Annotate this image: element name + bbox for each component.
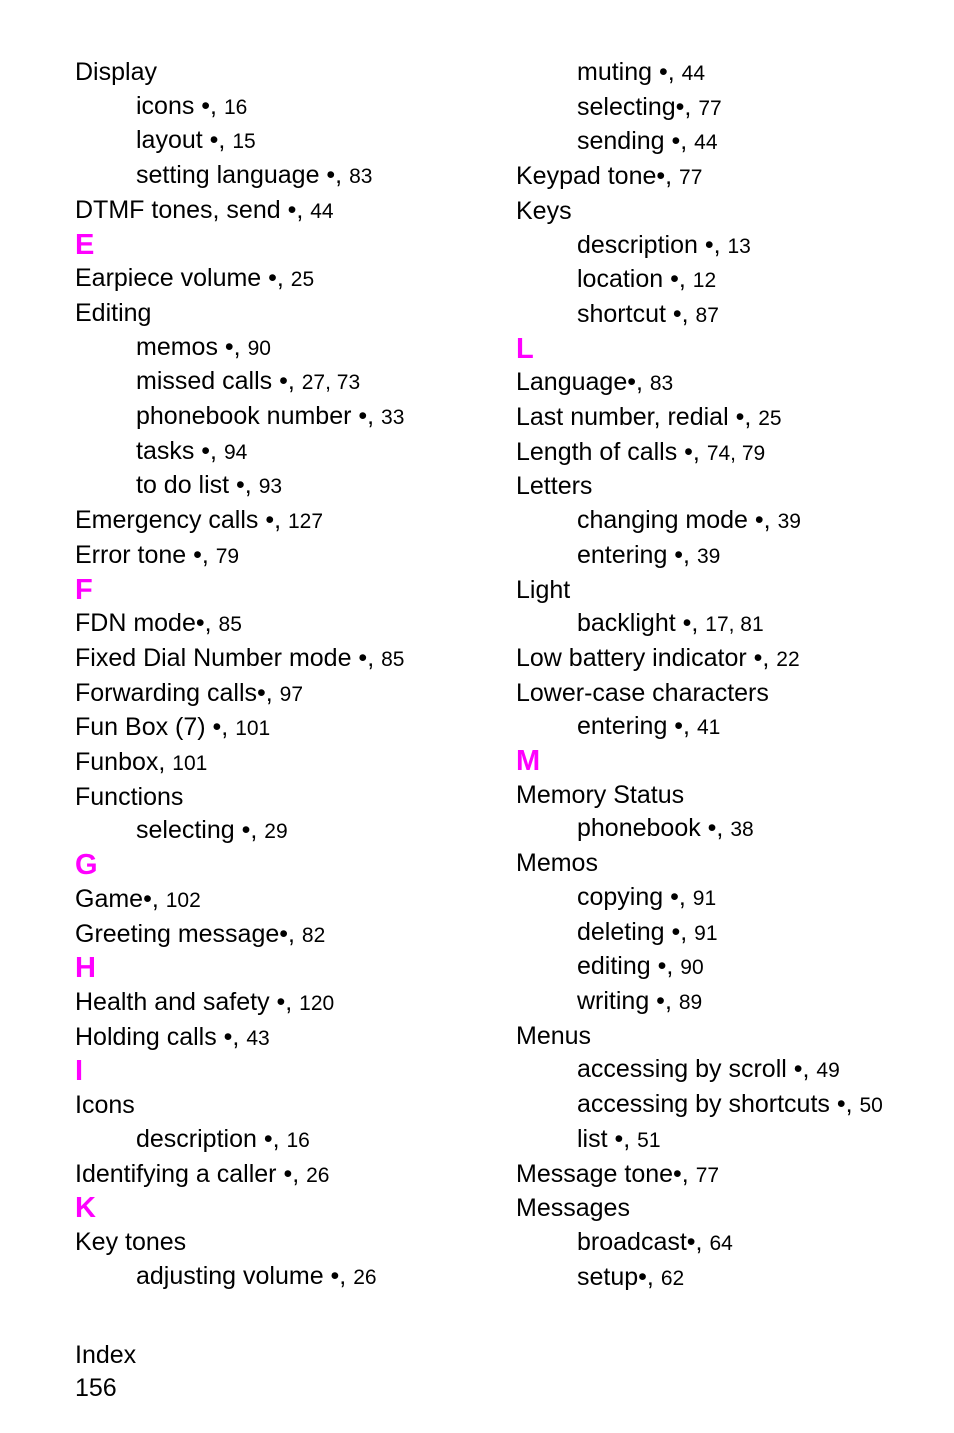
index-term: Keys bbox=[516, 196, 572, 225]
index-term: Key tones bbox=[75, 1227, 187, 1256]
index-entry bbox=[75, 56, 495, 90]
index-page-refs: 22 bbox=[776, 647, 800, 671]
index-entry bbox=[516, 195, 946, 229]
index-term: missed calls •, bbox=[136, 367, 302, 396]
index-term: FDN mode•, bbox=[75, 609, 219, 638]
index-page-refs: 29 bbox=[264, 820, 288, 844]
index-subentry bbox=[516, 881, 946, 916]
index-subentry bbox=[516, 812, 946, 847]
footer-page-number: 156 bbox=[75, 1374, 117, 1402]
index-entry bbox=[75, 607, 495, 642]
index-term: broadcast•, bbox=[577, 1227, 710, 1256]
index-page-refs: 82 bbox=[301, 923, 326, 947]
index-page-refs: 77 bbox=[695, 1163, 720, 1187]
index-entry bbox=[75, 504, 495, 539]
index-term: Lower-case characters bbox=[516, 678, 769, 707]
index-page-refs: 101 bbox=[235, 717, 271, 741]
index-subentry bbox=[516, 229, 946, 264]
index-term: muting •, bbox=[577, 58, 682, 86]
index-entry bbox=[75, 1021, 495, 1056]
index-term: entering •, bbox=[577, 712, 697, 741]
index-entry bbox=[75, 918, 495, 953]
page-footer bbox=[75, 1339, 136, 1405]
index-subentry bbox=[516, 263, 946, 298]
index-page-refs: 77 bbox=[698, 96, 722, 120]
index-page-refs: 39 bbox=[696, 544, 721, 568]
index-page-refs: 74, 79 bbox=[706, 441, 766, 465]
index-subentry bbox=[516, 607, 946, 642]
index-term: description •, bbox=[136, 1124, 287, 1153]
index-term: layout •, bbox=[136, 126, 233, 155]
index-term: Holding calls •, bbox=[75, 1022, 247, 1051]
index-page-refs: 51 bbox=[637, 1128, 661, 1152]
index-page-refs: 83 bbox=[649, 372, 674, 396]
index-term: Memory Status bbox=[516, 780, 685, 809]
index-page-refs: 93 bbox=[258, 475, 283, 499]
index-entry bbox=[516, 1192, 946, 1226]
index-letter-heading: F bbox=[75, 573, 93, 606]
index-page-refs: 41 bbox=[696, 716, 721, 740]
index-entry bbox=[75, 746, 495, 781]
index-term: selecting•, bbox=[577, 92, 699, 121]
index-letter-heading: M bbox=[516, 745, 541, 778]
index-term: entering •, bbox=[577, 540, 697, 569]
index-term: Editing bbox=[75, 298, 152, 327]
index-term: Forwarding calls•, bbox=[75, 678, 280, 707]
footer-section-title: Index bbox=[75, 1341, 137, 1369]
index-term: Light bbox=[516, 575, 571, 604]
index-entry bbox=[516, 436, 946, 471]
index-term: phonebook •, bbox=[577, 814, 731, 843]
index-page-refs: 127 bbox=[288, 510, 324, 534]
index-entry bbox=[75, 781, 495, 815]
index-page-refs: 101 bbox=[172, 752, 208, 776]
index-page-refs: 85 bbox=[381, 647, 405, 671]
index-page-refs: 44 bbox=[681, 62, 705, 85]
index-letter-heading: H bbox=[75, 952, 96, 985]
index-subentry bbox=[516, 56, 946, 91]
index-page-refs: 39 bbox=[777, 510, 801, 534]
index-page-refs: 91 bbox=[694, 921, 718, 945]
index-subentry bbox=[516, 1053, 946, 1088]
index-page-refs: 97 bbox=[279, 682, 304, 706]
index-entry bbox=[516, 160, 946, 195]
index-letter-heading: L bbox=[516, 332, 534, 365]
index-page-refs: 15 bbox=[232, 130, 256, 154]
index-column-left bbox=[75, 56, 495, 1294]
index-term: setting language •, bbox=[136, 161, 350, 190]
index-term: Low battery indicator •, bbox=[516, 643, 777, 672]
index-entry bbox=[75, 262, 495, 297]
index-page-refs: 27, 73 bbox=[301, 371, 361, 395]
index-term: setup•, bbox=[577, 1262, 661, 1291]
index-term: Health and safety •, bbox=[75, 987, 300, 1016]
index-page-refs: 25 bbox=[758, 407, 782, 431]
index-subentry bbox=[516, 1261, 946, 1296]
index-subentry bbox=[516, 1088, 946, 1123]
index-page-refs: 87 bbox=[695, 303, 719, 327]
index-entry bbox=[516, 574, 946, 608]
index-subentry bbox=[516, 298, 946, 333]
index-term: Error tone •, bbox=[75, 540, 216, 569]
index-entry bbox=[516, 779, 946, 813]
index-page-refs: 12 bbox=[692, 269, 717, 293]
index-entry bbox=[516, 677, 946, 711]
index-subentry bbox=[75, 159, 495, 194]
index-subentry bbox=[516, 125, 946, 160]
index-term: Letters bbox=[516, 472, 593, 501]
index-subentry bbox=[516, 985, 946, 1020]
index-page-refs: 44 bbox=[310, 199, 334, 223]
index-term: icons •, bbox=[136, 91, 224, 120]
index-page-refs: 90 bbox=[680, 956, 704, 980]
index-entry bbox=[75, 883, 495, 918]
index-entry bbox=[75, 297, 495, 331]
index-page-refs: 44 bbox=[694, 131, 718, 155]
index-page-refs: 102 bbox=[165, 888, 201, 912]
index-term: shortcut •, bbox=[577, 299, 696, 328]
index-page-refs: 26 bbox=[353, 1265, 377, 1289]
index-subentry bbox=[516, 710, 946, 745]
index-entry bbox=[75, 1089, 495, 1123]
index-term: Length of calls •, bbox=[516, 437, 707, 466]
index-entry bbox=[75, 194, 495, 229]
index-letter-heading: G bbox=[75, 849, 98, 882]
index-subentry bbox=[75, 365, 495, 400]
index-term: deleting •, bbox=[577, 917, 695, 946]
index-page-refs: 85 bbox=[218, 613, 242, 637]
index-page-refs: 91 bbox=[692, 886, 717, 910]
index-term: Game•, bbox=[75, 884, 166, 913]
index-term: sending •, bbox=[577, 127, 695, 156]
index-entry bbox=[516, 642, 946, 677]
index-term: Emergency calls •, bbox=[75, 506, 288, 535]
index-subentry bbox=[75, 90, 495, 125]
index-entry bbox=[516, 1020, 946, 1054]
index-entry bbox=[75, 677, 495, 712]
index-term: Last number, redial •, bbox=[516, 403, 759, 432]
index-page-refs: 16 bbox=[223, 95, 248, 119]
index-term: changing mode •, bbox=[577, 506, 778, 535]
index-subentry bbox=[516, 539, 946, 574]
index-subentry bbox=[75, 814, 495, 849]
index-subentry bbox=[516, 1123, 946, 1158]
index-page-refs: 16 bbox=[286, 1128, 310, 1152]
index-term: writing •, bbox=[577, 986, 679, 1015]
index-page-refs: 79 bbox=[215, 544, 240, 568]
index-entry bbox=[75, 1158, 495, 1193]
index-letter-heading: I bbox=[75, 1055, 84, 1088]
index-page-refs: 64 bbox=[709, 1231, 733, 1255]
index-page-refs: 17, 81 bbox=[705, 613, 764, 637]
index-page-refs: 83 bbox=[349, 165, 373, 189]
index-page-refs: 50 bbox=[859, 1094, 883, 1118]
index-page-refs: 49 bbox=[816, 1059, 840, 1083]
index-entry bbox=[516, 1158, 946, 1193]
index-page-refs: 38 bbox=[730, 818, 754, 842]
index-term: list •, bbox=[577, 1124, 638, 1153]
index-subentry bbox=[75, 331, 495, 366]
index-term: location •, bbox=[577, 265, 693, 294]
index-term: Icons bbox=[75, 1091, 135, 1120]
index-term: adjusting volume •, bbox=[136, 1261, 354, 1290]
index-term: accessing by shortcuts •, bbox=[577, 1090, 860, 1119]
index-term: Greeting message•, bbox=[75, 919, 302, 948]
index-subentry bbox=[75, 435, 495, 470]
index-term: editing •, bbox=[577, 952, 681, 981]
index-subentry bbox=[75, 1123, 495, 1158]
index-entry bbox=[75, 642, 495, 677]
index-term: backlight •, bbox=[577, 609, 706, 638]
index-term: Memos bbox=[516, 849, 598, 878]
index-term: accessing by scroll •, bbox=[577, 1055, 817, 1084]
index-entry bbox=[516, 847, 946, 881]
index-term: phonebook number •, bbox=[136, 402, 382, 431]
index-entry bbox=[75, 539, 495, 574]
index-entry bbox=[75, 986, 495, 1021]
index-subentry bbox=[75, 400, 495, 435]
index-entry bbox=[516, 401, 946, 436]
index-subentry bbox=[516, 1226, 946, 1261]
index-subentry bbox=[516, 91, 946, 126]
index-page-refs: 25 bbox=[290, 268, 315, 292]
index-subentry bbox=[75, 469, 495, 504]
index-subentry bbox=[516, 950, 946, 985]
index-entry bbox=[516, 470, 946, 504]
index-subentry bbox=[516, 916, 946, 951]
index-page-refs: 43 bbox=[246, 1026, 270, 1050]
index-term: memos •, bbox=[136, 332, 248, 361]
index-entry bbox=[516, 366, 946, 401]
index-letter-heading: E bbox=[75, 228, 95, 261]
index-term: Earpiece volume •, bbox=[75, 264, 291, 293]
index-term: Messages bbox=[516, 1194, 630, 1223]
index-term: Menus bbox=[516, 1021, 592, 1050]
index-term: tasks •, bbox=[136, 436, 224, 465]
index-term: Display bbox=[75, 58, 157, 86]
index-page-refs: 94 bbox=[223, 440, 248, 464]
index-subentry bbox=[75, 1260, 495, 1295]
index-term: to do list •, bbox=[136, 471, 259, 500]
index-term: copying •, bbox=[577, 882, 693, 911]
index-term: Fun Box (7) •, bbox=[75, 713, 236, 742]
index-page-refs: 33 bbox=[381, 406, 405, 430]
index-subentry bbox=[75, 124, 495, 159]
index-page-refs: 26 bbox=[306, 1163, 330, 1187]
index-entry bbox=[75, 1226, 495, 1260]
index-term: Funbox, bbox=[75, 748, 173, 777]
index-subentry bbox=[516, 504, 946, 539]
index-page-refs: 13 bbox=[727, 234, 751, 258]
index-term: Identifying a caller •, bbox=[75, 1159, 307, 1188]
index-page-refs: 77 bbox=[679, 166, 703, 190]
index-term: description •, bbox=[577, 230, 728, 259]
index-term: Functions bbox=[75, 782, 184, 811]
index-term: Keypad tone•, bbox=[516, 162, 680, 191]
index-page-refs: 90 bbox=[247, 336, 271, 360]
index-page-refs: 62 bbox=[660, 1266, 685, 1290]
index-term: selecting •, bbox=[136, 816, 265, 845]
index-entry bbox=[75, 711, 495, 746]
index-term: Message tone•, bbox=[516, 1159, 696, 1188]
index-term: Fixed Dial Number mode •, bbox=[75, 643, 382, 672]
index-term: Language•, bbox=[516, 368, 650, 397]
index-term: DTMF tones, send •, bbox=[75, 195, 311, 224]
index-column-right bbox=[516, 56, 946, 1295]
index-letter-heading: K bbox=[75, 1192, 96, 1225]
index-page-refs: 120 bbox=[299, 991, 335, 1015]
index-page-refs: 89 bbox=[678, 990, 703, 1014]
